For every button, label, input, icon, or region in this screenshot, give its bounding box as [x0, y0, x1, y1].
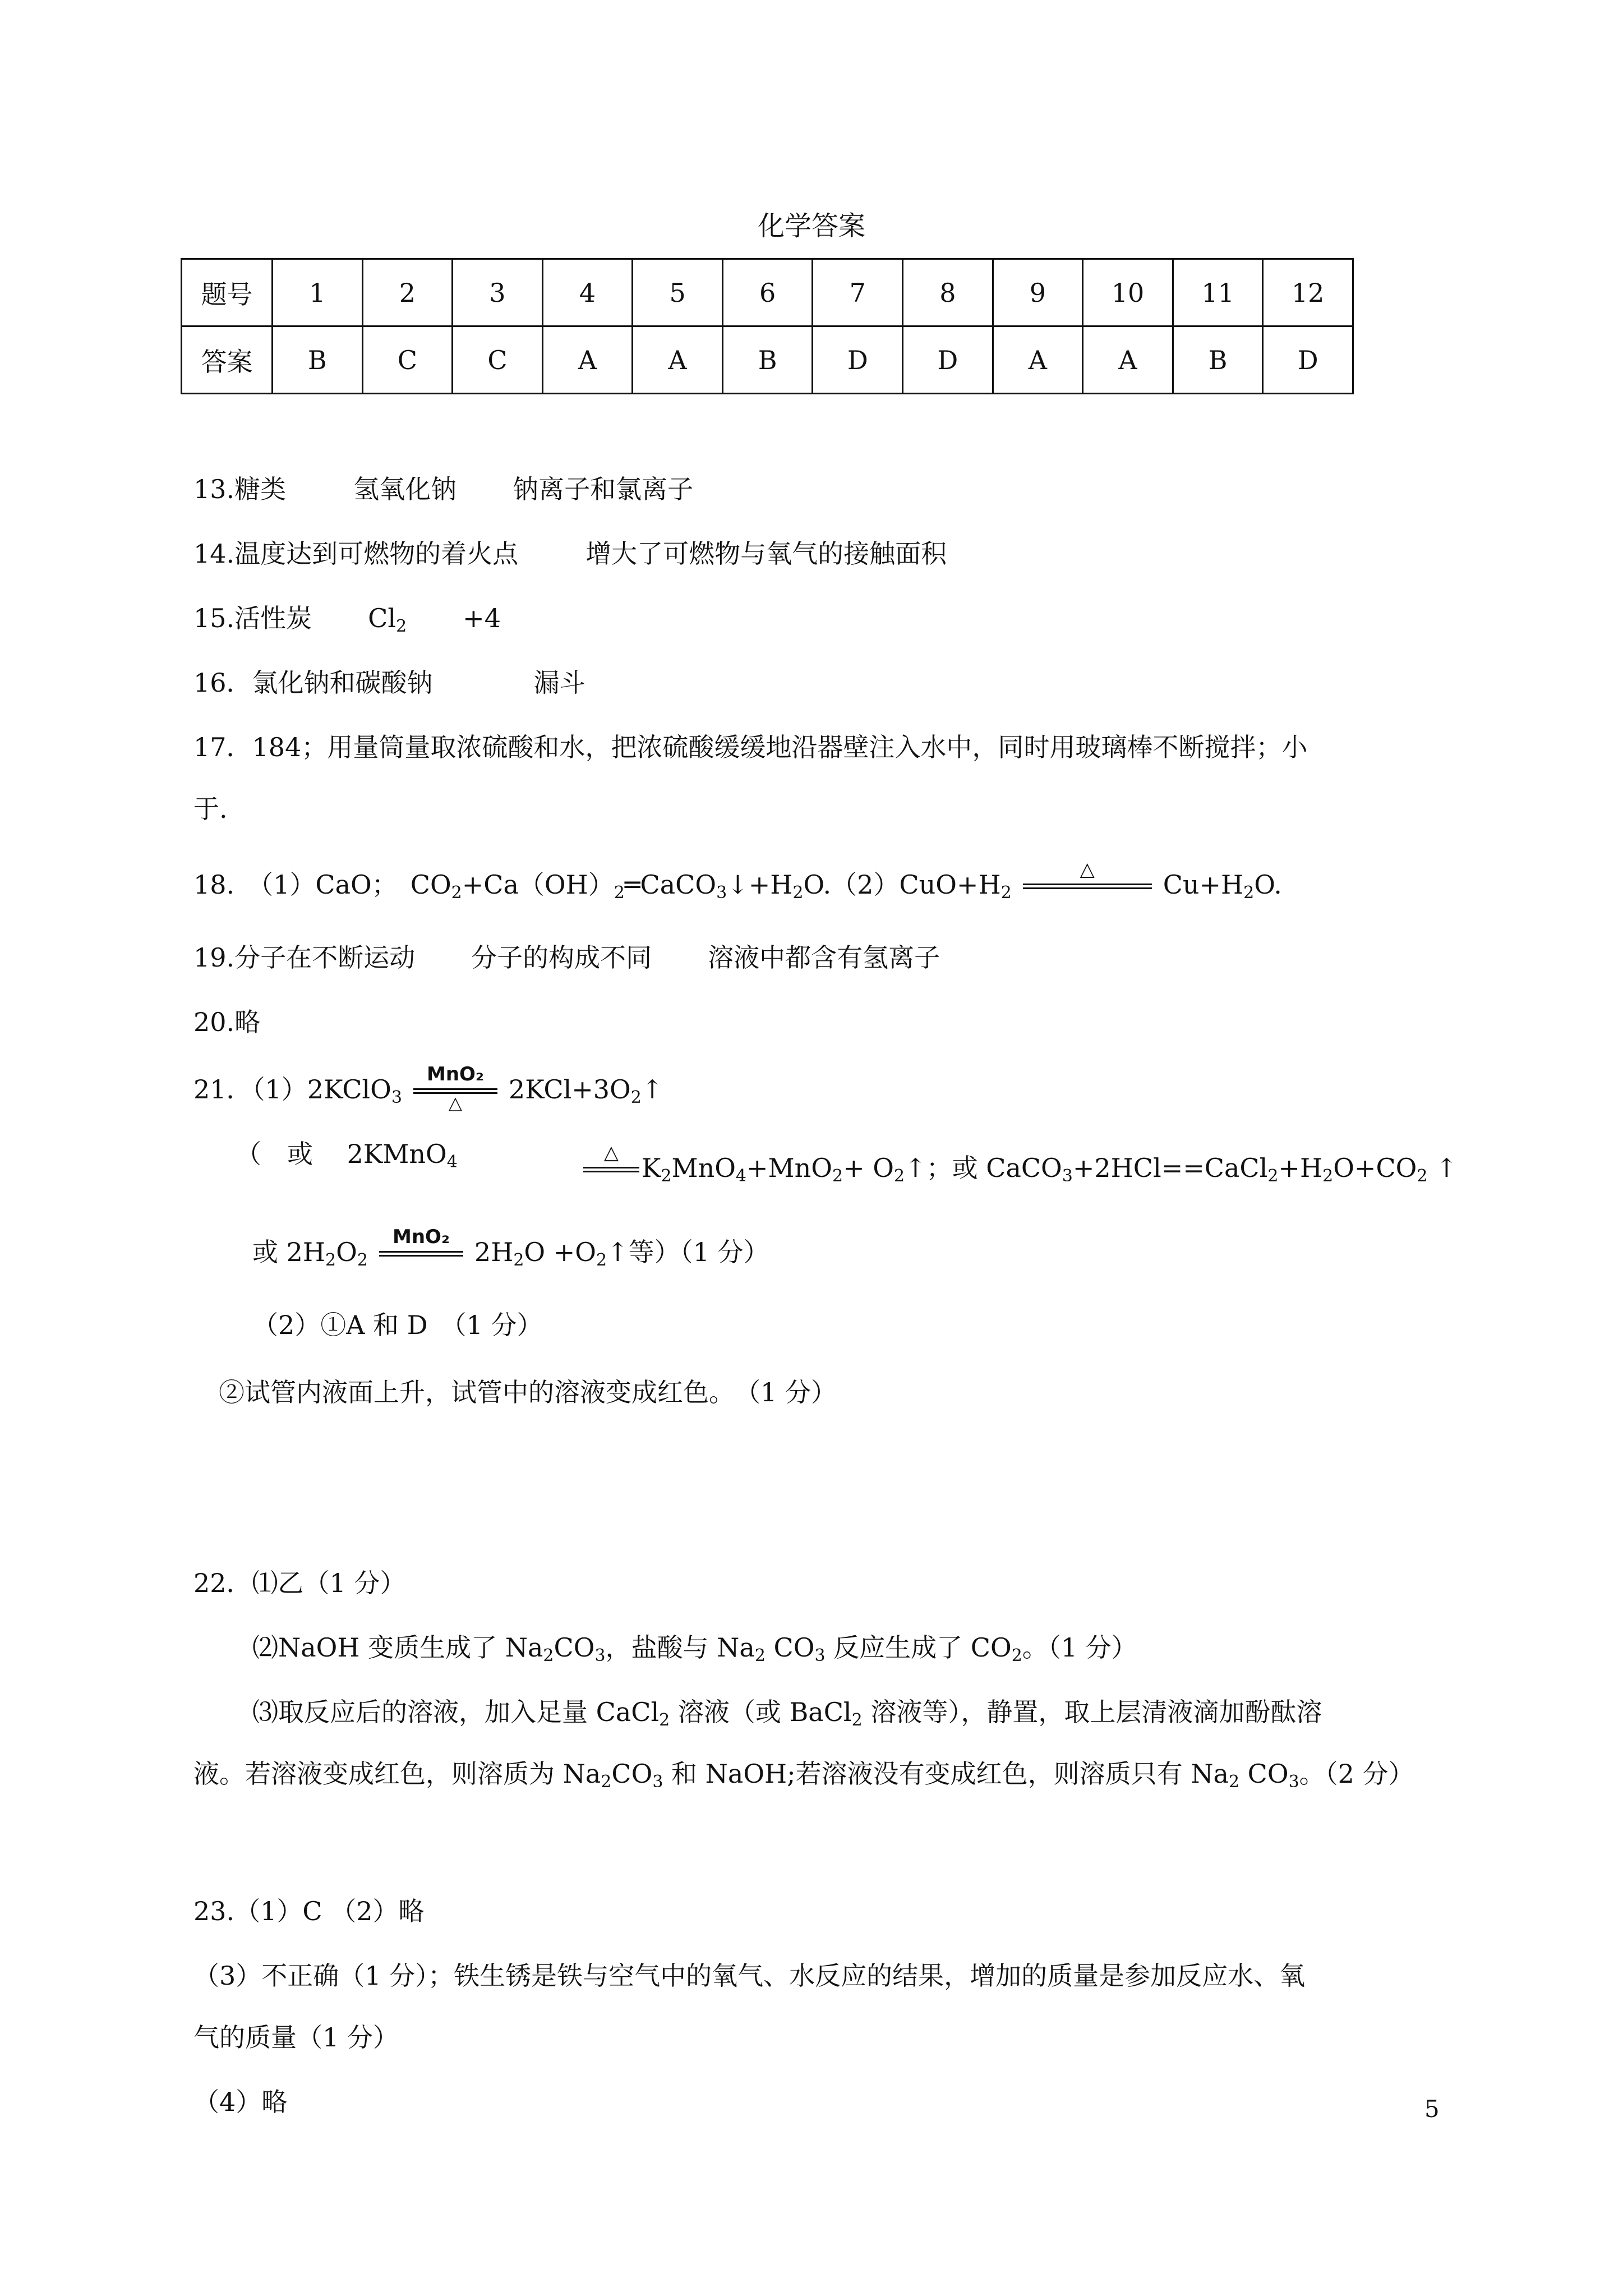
table-cell: 7	[813, 259, 903, 326]
answer-18-text: ↓+H	[727, 869, 793, 900]
table-cell: A	[542, 326, 633, 394]
subscript: 3	[594, 1646, 606, 1665]
answer-17-line-2: 于.	[193, 794, 228, 824]
subscript: 2	[1011, 1646, 1022, 1665]
subscript: 3	[716, 883, 727, 903]
answer-21-text: 21．（1）2KClO	[193, 1074, 391, 1105]
answer-22-text: 。（2 分）	[1299, 1759, 1414, 1789]
reaction-arrow	[1023, 884, 1152, 889]
answer-21-text: O	[336, 1237, 357, 1267]
answer-13-part-b: 氢氧化钠	[353, 474, 457, 504]
answer-21-text: MnO	[671, 1153, 736, 1183]
heat-condition	[1023, 858, 1152, 904]
answer-21-text: +MnO	[746, 1153, 832, 1183]
catalyst-condition	[413, 1063, 497, 1114]
subscript: 2	[832, 1166, 843, 1186]
table-cell: 11	[1173, 259, 1263, 326]
table-cell: A	[633, 326, 723, 394]
answer-21-text: + O	[843, 1153, 894, 1183]
answer-table	[181, 258, 1354, 394]
answer-22-text: CO	[554, 1632, 595, 1663]
heat-symbol: △	[448, 1092, 463, 1114]
answer-21-text: 或 2H	[252, 1237, 326, 1267]
heat-symbol: △	[603, 1142, 619, 1164]
subscript: 2	[1000, 883, 1012, 903]
table-cell: 3	[453, 259, 543, 326]
subscript: 3	[1062, 1166, 1073, 1186]
table-row-numbers	[182, 259, 1353, 326]
subscript: 3	[814, 1646, 826, 1665]
answer-15-part-a: 15.活性炭	[193, 603, 312, 633]
answer-21-line-3	[252, 1226, 769, 1271]
answer-22-text: 和 NaOH;若溶液没有变成红色，则溶质只有 Na	[663, 1759, 1229, 1789]
answer-22-text: 液。若溶液变成红色，则溶质为 Na	[193, 1759, 601, 1789]
table-cell: D	[813, 326, 903, 394]
answer-18-text: +Ca（OH）	[462, 869, 614, 900]
subscript: 2	[614, 883, 625, 903]
answer-22-text: CO	[1239, 1759, 1289, 1789]
subscript: 2	[451, 883, 462, 903]
answer-22-text: ，盐酸与 Na	[605, 1632, 755, 1663]
reaction-arrow	[379, 1251, 463, 1257]
answer-22-text: CO	[765, 1632, 815, 1663]
answer-22-line-3	[252, 1694, 1322, 1730]
answer-23-line-1: 23.（1）C （2）略	[193, 1896, 425, 1926]
table-cell: 10	[1083, 259, 1173, 326]
answer-15-part-c: +4	[463, 603, 501, 633]
catalyst-label: MnO₂	[427, 1063, 484, 1085]
answer-21-text: O +O	[524, 1237, 596, 1267]
subscript: 2	[1267, 1166, 1279, 1186]
answer-21-text: （ 或 2KMnO	[236, 1139, 447, 1169]
answer-13-part-c: 钠离子和氯离子	[513, 474, 694, 504]
heat-condition	[583, 1142, 639, 1187]
page-title: 化学答案	[757, 210, 865, 242]
reaction-arrow	[583, 1167, 639, 1172]
subscript: 2	[513, 1250, 524, 1270]
answer-23-line-4: （4）略	[193, 2087, 288, 2117]
subscript: 2	[792, 883, 804, 903]
answer-17-line-1: 17．184；用量筒量取浓硫酸和水，把浓硫酸缓缓地沿器壁注入水中，同时用玻璃棒不断搅拌；小	[193, 732, 1308, 762]
answer-18-text: ═CaCO	[624, 869, 717, 900]
answer-21-text: +2HCl==CaCl	[1072, 1153, 1268, 1183]
subscript: 2	[601, 1772, 612, 1792]
subscript: 2	[851, 1710, 863, 1730]
answer-22-text: ⑶取反应后的溶液，加入足量 CaCl	[252, 1697, 660, 1727]
subscript: 4	[446, 1152, 458, 1172]
subscript: 2	[893, 1166, 905, 1186]
catalyst-label: MnO₂	[393, 1226, 450, 1248]
answer-21-line-2-equation	[583, 1142, 1458, 1187]
table-cell: 6	[722, 259, 813, 326]
answer-21-text: ↑等）（1 分）	[607, 1237, 769, 1267]
answer-23-line-2: （3）不正确（1 分）；铁生锈是铁与空气中的氧气、水反应的结果，增加的质量是参加反应水、氧	[193, 1961, 1306, 1991]
subscript: 2	[1228, 1772, 1240, 1792]
page-number: 5	[1424, 2095, 1440, 2123]
answer-21-text: +H	[1278, 1153, 1323, 1183]
answer-16-part-a: 16．氯化钠和碳酸钠	[193, 668, 433, 698]
answer-23-line-3: 气的质量（1 分）	[193, 2022, 399, 2053]
table-cell: D	[903, 326, 993, 394]
answer-19-part-b: 分子的构成不同	[471, 942, 652, 973]
answer-16	[193, 665, 585, 701]
table-cell: B	[273, 326, 363, 394]
answer-21-part-2-detail: ②试管内液面上升，试管中的溶液变成红色。 （1 分）	[219, 1377, 837, 1407]
answer-18-text: O.	[1254, 869, 1282, 900]
answer-14-part-b: 增大了可燃物与氧气的接触面积	[585, 539, 947, 569]
subscript: 4	[735, 1166, 747, 1186]
answer-16-part-b: 漏斗	[533, 668, 585, 698]
answer-21-part-2: （2）①A 和 D （1 分）	[252, 1310, 543, 1340]
table-cell: 2	[362, 259, 453, 326]
table-cell: B	[1173, 326, 1263, 394]
subscript: 3	[1288, 1772, 1299, 1792]
table-cell: 4	[542, 259, 633, 326]
answer-13-part-a: 13.糖类	[193, 474, 287, 504]
table-cell: 9	[993, 259, 1083, 326]
answer-19	[193, 940, 940, 976]
table-cell: A	[1083, 326, 1173, 394]
answer-21-text: ↑	[1427, 1153, 1458, 1183]
answer-18-text: 18. （1）CaO； CO	[193, 869, 451, 900]
answer-21-line-1	[193, 1063, 663, 1114]
subscript: 2	[1417, 1166, 1428, 1186]
answer-21-text: ↑；或 CaCO	[905, 1153, 1062, 1183]
answer-22-text: 。（1 分）	[1022, 1632, 1137, 1663]
answer-18-text: Cu+H	[1163, 869, 1244, 900]
row-label-number: 题号	[182, 259, 273, 326]
table-cell: 8	[903, 259, 993, 326]
subscript: 2	[596, 1250, 607, 1270]
answer-22-text: CO	[611, 1759, 653, 1789]
subscript: 3	[652, 1772, 663, 1792]
answer-22-line-2	[252, 1630, 1137, 1665]
subscript: 2	[357, 1250, 368, 1270]
heat-symbol: △	[1080, 858, 1095, 881]
answer-19-part-c: 溶液中都含有氢离子	[708, 942, 940, 973]
answer-21-text: ↑	[641, 1074, 663, 1105]
answer-21-text: O+CO	[1333, 1153, 1417, 1183]
subscript: 2	[1243, 883, 1255, 903]
answer-14	[193, 536, 947, 572]
answer-21-text: 2H	[474, 1237, 514, 1267]
subscript: 2	[661, 1166, 672, 1186]
answer-22-text: 反应生成了 CO	[825, 1632, 1012, 1663]
answer-15-formula: Cl	[368, 603, 396, 633]
answer-22-text: 溶液等），静置，取上层清液滴加酚酞溶	[862, 1697, 1322, 1727]
subscript: 2	[754, 1646, 766, 1665]
answer-20: 20.略	[193, 1007, 261, 1037]
subscript: 2	[1322, 1166, 1334, 1186]
subscript: 2	[396, 616, 407, 636]
table-cell: C	[453, 326, 543, 394]
catalyst-condition	[379, 1226, 463, 1271]
table-cell: 12	[1263, 259, 1353, 326]
table-row-answers	[182, 326, 1353, 394]
answer-15	[193, 600, 501, 636]
answer-22-line-1: 22．⑴乙（1 分）	[193, 1568, 406, 1598]
answer-13	[193, 471, 693, 507]
subscript: 3	[391, 1088, 402, 1107]
subscript: 2	[325, 1250, 336, 1270]
answer-18	[193, 858, 1282, 904]
table-cell: 5	[633, 259, 723, 326]
answer-19-part-a: 19.分子在不断运动	[193, 942, 416, 973]
subscript: 2	[659, 1710, 670, 1730]
answer-22-text: 溶液（或 BaCl	[670, 1697, 852, 1727]
subscript: 2	[543, 1646, 554, 1665]
table-cell: C	[362, 326, 453, 394]
answer-14-part-a: 14.温度达到可燃物的着火点	[193, 539, 519, 569]
table-cell: A	[993, 326, 1083, 394]
answer-18-text: O.（2）CuO+H	[803, 869, 1001, 900]
table-cell: D	[1263, 326, 1353, 394]
answer-22-text: ⑵NaOH 变质生成了 Na	[252, 1632, 543, 1663]
answer-21-text: K	[642, 1153, 661, 1183]
subscript: 2	[630, 1088, 642, 1107]
table-cell: B	[722, 326, 813, 394]
table-cell: 1	[273, 259, 363, 326]
answer-21-text: 2KCl+3O	[508, 1074, 631, 1105]
row-label-answer: 答案	[182, 326, 273, 394]
answer-22-line-4	[193, 1756, 1414, 1792]
answer-21-line-2	[236, 1136, 458, 1172]
